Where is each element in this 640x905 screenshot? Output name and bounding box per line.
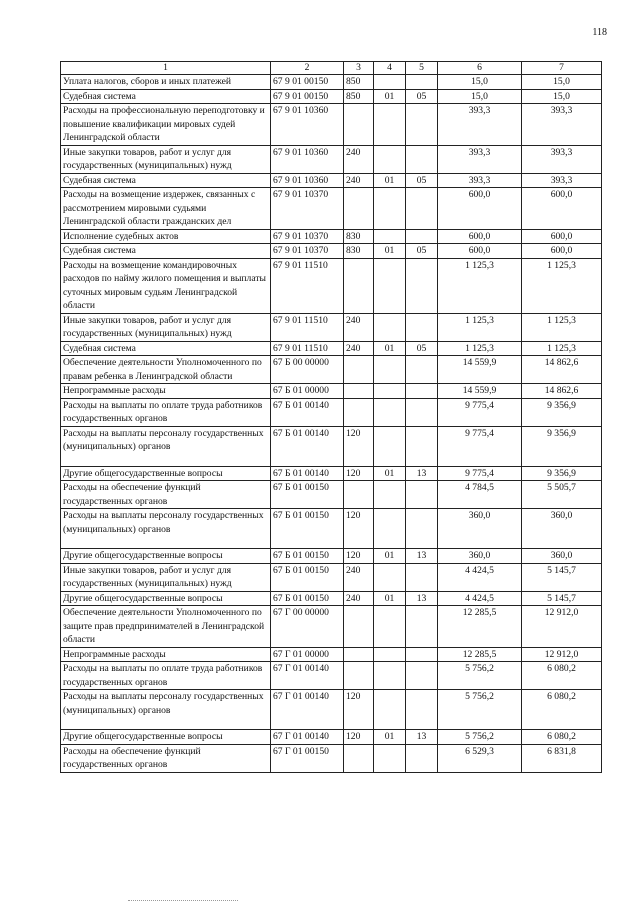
- pr-cell: [406, 75, 438, 90]
- pr-cell: [406, 426, 438, 466]
- pr-cell: [406, 563, 438, 591]
- table-row: [61, 384, 602, 399]
- vr-cell: 120: [344, 426, 374, 466]
- pr-cell: 13: [406, 730, 438, 745]
- amount-2019-cell: 9 775,4: [438, 466, 522, 481]
- amount-2020-cell: 6 080,2: [522, 690, 602, 730]
- rz-cell: 01: [374, 244, 406, 259]
- amount-2019-cell: 393,3: [438, 104, 522, 146]
- rz-cell: [374, 662, 406, 690]
- scan-artifact-line: [128, 900, 238, 901]
- amount-2019-cell: 600,0: [438, 244, 522, 259]
- rz-cell: 01: [374, 466, 406, 481]
- rz-cell: 01: [374, 341, 406, 356]
- pr-cell: [406, 481, 438, 509]
- item-name-cell: Расходы на профессиональную переподготовку и повышение квалификации мировых судей Ленинградской области: [61, 104, 271, 146]
- rz-cell: [374, 384, 406, 399]
- code-cell: 67 Б 01 00150: [271, 563, 344, 591]
- vr-cell: [344, 188, 374, 230]
- item-name-cell: Расходы на обеспечение функций государственных органов: [61, 744, 271, 772]
- item-name-cell: Расходы на выплаты персоналу государственных (муниципальных) органов: [61, 426, 271, 466]
- rz-cell: [374, 356, 406, 384]
- amount-2019-cell: 14 559,9: [438, 384, 522, 399]
- amount-2019-cell: 4 424,5: [438, 591, 522, 606]
- item-name-cell: Расходы на возмещение командировочных расходов по найму жилого помещения и выплаты суточных мировым судьям Ленинградской области: [61, 258, 271, 313]
- amount-2020-cell: 14 862,6: [522, 356, 602, 384]
- code-cell: 67 Г 00 00000: [271, 606, 344, 648]
- rz-cell: 01: [374, 591, 406, 606]
- table-row: [61, 145, 602, 173]
- amount-2019-cell: 360,0: [438, 509, 522, 549]
- code-cell: 67 9 01 10360: [271, 104, 344, 146]
- vr-cell: 120: [344, 549, 374, 564]
- table-row: [61, 104, 602, 146]
- amount-2019-cell: 1 125,3: [438, 341, 522, 356]
- item-name-cell: Другие общегосударственные вопросы: [61, 549, 271, 564]
- budget-table: [60, 61, 602, 773]
- code-cell: 67 Г 01 00150: [271, 744, 344, 772]
- amount-2020-cell: 6 080,2: [522, 662, 602, 690]
- table-row: [61, 75, 602, 90]
- rz-cell: [374, 229, 406, 244]
- table-row: [61, 563, 602, 591]
- amount-2020-cell: 9 356,9: [522, 398, 602, 426]
- rz-cell: [374, 75, 406, 90]
- amount-2020-cell: 393,3: [522, 104, 602, 146]
- vr-cell: 240: [344, 563, 374, 591]
- table-row: [61, 89, 602, 104]
- vr-cell: 240: [344, 341, 374, 356]
- table-row: [61, 509, 602, 549]
- code-cell: 67 9 01 11510: [271, 258, 344, 313]
- rz-cell: [374, 104, 406, 146]
- table-row: [61, 466, 602, 481]
- code-cell: 67 9 01 10370: [271, 244, 344, 259]
- code-cell: 67 Б 01 00000: [271, 384, 344, 399]
- table-row: [61, 662, 602, 690]
- rz-cell: [374, 481, 406, 509]
- pr-cell: [406, 509, 438, 549]
- item-name-cell: Обеспечение деятельности Уполномоченного по правам ребенка в Ленинградской области: [61, 356, 271, 384]
- vr-cell: [344, 258, 374, 313]
- item-name-cell: Непрограммные расходы: [61, 384, 271, 399]
- amount-2019-cell: 5 756,2: [438, 690, 522, 730]
- pr-cell: 05: [406, 341, 438, 356]
- table-row: [61, 591, 602, 606]
- rz-cell: [374, 690, 406, 730]
- amount-2020-cell: 5 145,7: [522, 591, 602, 606]
- table-row: [61, 730, 602, 745]
- table-row: [61, 398, 602, 426]
- rz-cell: [374, 744, 406, 772]
- amount-2020-cell: 12 912,0: [522, 647, 602, 662]
- amount-2019-cell: 9 775,4: [438, 398, 522, 426]
- amount-2019-cell: 1 125,3: [438, 258, 522, 313]
- code-cell: 67 Б 01 00150: [271, 481, 344, 509]
- header-cell: 2: [271, 62, 344, 75]
- vr-cell: [344, 744, 374, 772]
- item-name-cell: Расходы на возмещение издержек, связанных с рассмотрением мировыми судьями Ленинградской области гражданских дел: [61, 188, 271, 230]
- vr-cell: [344, 481, 374, 509]
- vr-cell: [344, 398, 374, 426]
- amount-2019-cell: 1 125,3: [438, 313, 522, 341]
- code-cell: 67 9 01 10360: [271, 173, 344, 188]
- amount-2020-cell: 9 356,9: [522, 426, 602, 466]
- rz-cell: [374, 426, 406, 466]
- code-cell: 67 Б 01 00150: [271, 549, 344, 564]
- item-name-cell: Обеспечение деятельности Уполномоченного по защите прав предпринимателей в Ленинградской области: [61, 606, 271, 648]
- amount-2019-cell: 6 529,3: [438, 744, 522, 772]
- amount-2020-cell: 1 125,3: [522, 258, 602, 313]
- vr-cell: 850: [344, 89, 374, 104]
- vr-cell: [344, 606, 374, 648]
- amount-2019-cell: 14 559,9: [438, 356, 522, 384]
- table-row: [61, 341, 602, 356]
- rz-cell: [374, 145, 406, 173]
- pr-cell: [406, 104, 438, 146]
- item-name-cell: Расходы на выплаты персоналу государственных (муниципальных) органов: [61, 509, 271, 549]
- code-cell: 67 Б 01 00150: [271, 591, 344, 606]
- pr-cell: 05: [406, 173, 438, 188]
- table-body: [61, 62, 602, 773]
- amount-2019-cell: 360,0: [438, 549, 522, 564]
- item-name-cell: Расходы на выплаты по оплате труда работников государственных органов: [61, 662, 271, 690]
- amount-2020-cell: 1 125,3: [522, 341, 602, 356]
- amount-2020-cell: 5 505,7: [522, 481, 602, 509]
- code-cell: 67 Б 00 00000: [271, 356, 344, 384]
- pr-cell: [406, 606, 438, 648]
- rz-cell: 01: [374, 730, 406, 745]
- amount-2019-cell: 15,0: [438, 75, 522, 90]
- table-row: [61, 173, 602, 188]
- pr-cell: 13: [406, 549, 438, 564]
- rz-cell: [374, 258, 406, 313]
- code-cell: 67 Г 01 00140: [271, 730, 344, 745]
- pr-cell: [406, 356, 438, 384]
- vr-cell: 120: [344, 730, 374, 745]
- amount-2019-cell: 600,0: [438, 229, 522, 244]
- vr-cell: 240: [344, 591, 374, 606]
- vr-cell: [344, 384, 374, 399]
- pr-cell: [406, 744, 438, 772]
- code-cell: 67 Б 01 00150: [271, 509, 344, 549]
- item-name-cell: Иные закупки товаров, работ и услуг для государственных (муниципальных) нужд: [61, 563, 271, 591]
- header-cell: 7: [522, 62, 602, 75]
- rz-cell: [374, 647, 406, 662]
- header-cell: 1: [61, 62, 271, 75]
- code-cell: 67 9 01 11510: [271, 313, 344, 341]
- vr-cell: 120: [344, 466, 374, 481]
- amount-2020-cell: 14 862,6: [522, 384, 602, 399]
- pr-cell: [406, 398, 438, 426]
- amount-2019-cell: 4 424,5: [438, 563, 522, 591]
- vr-cell: 850: [344, 75, 374, 90]
- item-name-cell: Судебная система: [61, 341, 271, 356]
- table-row: [61, 426, 602, 466]
- code-cell: 67 9 01 00150: [271, 75, 344, 90]
- amount-2020-cell: 6 080,2: [522, 730, 602, 745]
- header-cell: 4: [374, 62, 406, 75]
- vr-cell: 120: [344, 509, 374, 549]
- pr-cell: 05: [406, 244, 438, 259]
- pr-cell: [406, 258, 438, 313]
- amount-2020-cell: 5 145,7: [522, 563, 602, 591]
- code-cell: 67 Б 01 00140: [271, 466, 344, 481]
- vr-cell: [344, 104, 374, 146]
- pr-cell: [406, 662, 438, 690]
- code-cell: 67 9 01 00150: [271, 89, 344, 104]
- code-cell: 67 9 01 10370: [271, 188, 344, 230]
- rz-cell: 01: [374, 173, 406, 188]
- amount-2020-cell: 360,0: [522, 509, 602, 549]
- amount-2019-cell: 5 756,2: [438, 730, 522, 745]
- rz-cell: [374, 563, 406, 591]
- amount-2019-cell: 393,3: [438, 145, 522, 173]
- table-row: [61, 744, 602, 772]
- rz-cell: [374, 606, 406, 648]
- amount-2020-cell: 360,0: [522, 549, 602, 564]
- table-row: [61, 356, 602, 384]
- item-name-cell: Расходы на выплаты персоналу государственных (муниципальных) органов: [61, 690, 271, 730]
- item-name-cell: Уплата налогов, сборов и иных платежей: [61, 75, 271, 90]
- code-cell: 67 9 01 11510: [271, 341, 344, 356]
- code-cell: 67 Б 01 00140: [271, 398, 344, 426]
- pr-cell: [406, 229, 438, 244]
- code-cell: 67 Г 01 00140: [271, 662, 344, 690]
- table-row: [61, 229, 602, 244]
- amount-2020-cell: 393,3: [522, 145, 602, 173]
- code-cell: 67 Г 01 00000: [271, 647, 344, 662]
- amount-2020-cell: 600,0: [522, 229, 602, 244]
- amount-2019-cell: 600,0: [438, 188, 522, 230]
- item-name-cell: Судебная система: [61, 244, 271, 259]
- code-cell: 67 9 01 10370: [271, 229, 344, 244]
- amount-2020-cell: 12 912,0: [522, 606, 602, 648]
- rz-cell: [374, 509, 406, 549]
- code-cell: 67 Б 01 00140: [271, 426, 344, 466]
- header-cell: 5: [406, 62, 438, 75]
- code-cell: 67 9 01 10360: [271, 145, 344, 173]
- amount-2019-cell: 4 784,5: [438, 481, 522, 509]
- table-header-row: [61, 62, 602, 75]
- item-name-cell: Другие общегосударственные вопросы: [61, 466, 271, 481]
- amount-2020-cell: 6 831,8: [522, 744, 602, 772]
- table-row: [61, 258, 602, 313]
- vr-cell: 830: [344, 229, 374, 244]
- pr-cell: 13: [406, 466, 438, 481]
- vr-cell: [344, 356, 374, 384]
- table-row: [61, 244, 602, 259]
- table-row: [61, 481, 602, 509]
- header-cell: 3: [344, 62, 374, 75]
- table-row: [61, 647, 602, 662]
- code-cell: 67 Г 01 00140: [271, 690, 344, 730]
- page-number: 118: [592, 27, 607, 38]
- item-name-cell: Судебная система: [61, 173, 271, 188]
- vr-cell: 120: [344, 690, 374, 730]
- vr-cell: 240: [344, 145, 374, 173]
- table-row: [61, 549, 602, 564]
- item-name-cell: Исполнение судебных актов: [61, 229, 271, 244]
- item-name-cell: Расходы на выплаты по оплате труда работников государственных органов: [61, 398, 271, 426]
- table-row: [61, 690, 602, 730]
- amount-2019-cell: 393,3: [438, 173, 522, 188]
- amount-2020-cell: 393,3: [522, 173, 602, 188]
- item-name-cell: Другие общегосударственные вопросы: [61, 730, 271, 745]
- vr-cell: [344, 647, 374, 662]
- item-name-cell: Непрограммные расходы: [61, 647, 271, 662]
- rz-cell: [374, 188, 406, 230]
- rz-cell: [374, 398, 406, 426]
- amount-2019-cell: 9 775,4: [438, 426, 522, 466]
- vr-cell: 240: [344, 173, 374, 188]
- vr-cell: 240: [344, 313, 374, 341]
- pr-cell: [406, 690, 438, 730]
- item-name-cell: Судебная система: [61, 89, 271, 104]
- amount-2020-cell: 15,0: [522, 89, 602, 104]
- item-name-cell: Иные закупки товаров, работ и услуг для государственных (муниципальных) нужд: [61, 313, 271, 341]
- vr-cell: 830: [344, 244, 374, 259]
- item-name-cell: Иные закупки товаров, работ и услуг для государственных (муниципальных) нужд: [61, 145, 271, 173]
- table-row: [61, 313, 602, 341]
- amount-2019-cell: 5 756,2: [438, 662, 522, 690]
- table-row: [61, 188, 602, 230]
- pr-cell: 05: [406, 89, 438, 104]
- amount-2020-cell: 1 125,3: [522, 313, 602, 341]
- amount-2019-cell: 12 285,5: [438, 606, 522, 648]
- item-name-cell: Другие общегосударственные вопросы: [61, 591, 271, 606]
- amount-2019-cell: 15,0: [438, 89, 522, 104]
- vr-cell: [344, 662, 374, 690]
- rz-cell: [374, 313, 406, 341]
- amount-2019-cell: 12 285,5: [438, 647, 522, 662]
- pr-cell: 13: [406, 591, 438, 606]
- pr-cell: [406, 647, 438, 662]
- amount-2020-cell: 9 356,9: [522, 466, 602, 481]
- amount-2020-cell: 15,0: [522, 75, 602, 90]
- table-row: [61, 606, 602, 648]
- amount-2020-cell: 600,0: [522, 188, 602, 230]
- rz-cell: 01: [374, 549, 406, 564]
- rz-cell: 01: [374, 89, 406, 104]
- amount-2020-cell: 600,0: [522, 244, 602, 259]
- header-cell: 6: [438, 62, 522, 75]
- pr-cell: [406, 145, 438, 173]
- item-name-cell: Расходы на обеспечение функций государственных органов: [61, 481, 271, 509]
- pr-cell: [406, 313, 438, 341]
- pr-cell: [406, 384, 438, 399]
- pr-cell: [406, 188, 438, 230]
